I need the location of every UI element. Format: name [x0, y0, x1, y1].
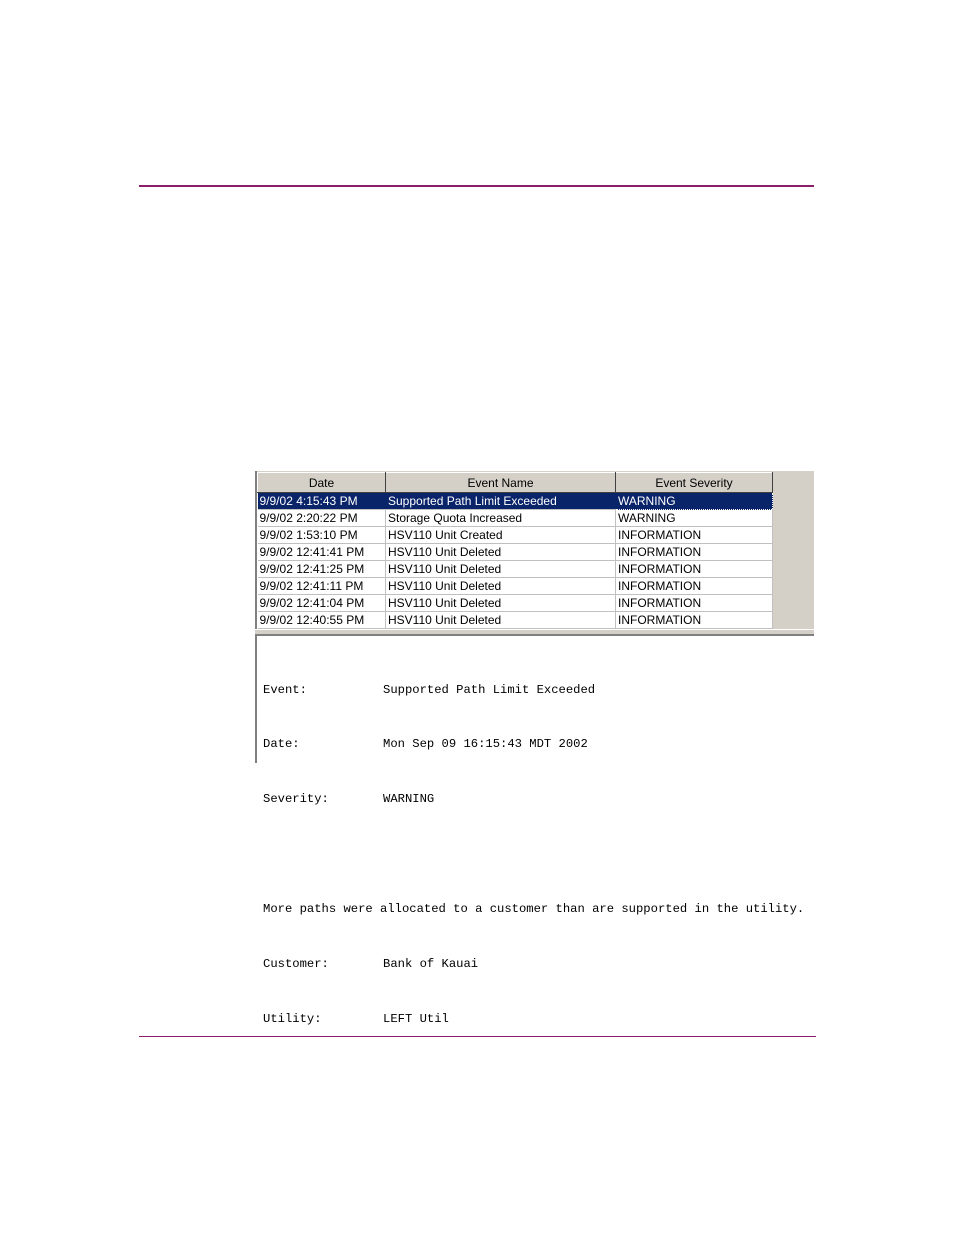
row-severity: INFORMATION [616, 544, 773, 561]
row-event-name: Supported Path Limit Exceeded [386, 493, 616, 510]
detail-date-label: Date: [263, 737, 300, 752]
event-detail-pane [255, 634, 814, 1026]
table-row[interactable] [258, 544, 773, 561]
row-date: 9/9/02 12:41:41 PM [258, 544, 386, 561]
detail-utility-row [263, 1010, 804, 1028]
row-severity: INFORMATION [616, 527, 773, 544]
event-list-pane [255, 471, 814, 629]
footer-rule [139, 1036, 816, 1037]
event-detail-text [263, 644, 804, 1065]
row-event-name: HSV110 Unit Deleted [386, 561, 616, 578]
row-severity: INFORMATION [616, 595, 773, 612]
table-row[interactable] [258, 578, 773, 595]
detail-utility-label: Utility: [263, 1011, 322, 1026]
detail-severity-label: Severity: [263, 792, 329, 807]
row-date: 9/9/02 12:40:55 PM [258, 612, 386, 629]
detail-message: More paths were allocated to a customer than are supported in the utility. [263, 902, 805, 917]
row-event-name: HSV110 Unit Deleted [386, 578, 616, 595]
row-event-name: HSV110 Unit Deleted [386, 612, 616, 629]
detail-event-label: Event: [263, 682, 307, 697]
row-severity: INFORMATION [616, 561, 773, 578]
row-severity: WARNING [616, 493, 773, 510]
detail-event-row [263, 681, 804, 699]
detail-severity-value: WARNING [383, 792, 435, 807]
table-row[interactable] [258, 527, 773, 544]
detail-blank-row [263, 845, 804, 863]
column-header-event-name[interactable]: Event Name [386, 473, 616, 493]
row-date: 9/9/02 1:53:10 PM [258, 527, 386, 544]
header-rule [139, 185, 814, 187]
row-date: 9/9/02 12:41:04 PM [258, 595, 386, 612]
table-header-row [258, 473, 773, 493]
event-viewer-screenshot [255, 471, 814, 1026]
detail-customer-label: Customer: [263, 957, 329, 972]
row-event-name: HSV110 Unit Deleted [386, 595, 616, 612]
table-row[interactable] [258, 612, 773, 629]
row-date: 9/9/02 4:15:43 PM [258, 493, 386, 510]
table-row[interactable] [258, 561, 773, 578]
table-row[interactable] [258, 510, 773, 527]
row-event-name: HSV110 Unit Created [386, 527, 616, 544]
row-date: 9/9/02 12:41:25 PM [258, 561, 386, 578]
column-header-date[interactable]: Date [258, 473, 386, 493]
detail-date-row [263, 735, 804, 753]
row-severity: WARNING [616, 510, 773, 527]
detail-date-value: Mon Sep 09 16:15:43 MDT 2002 [383, 737, 588, 752]
event-table [257, 472, 773, 629]
detail-utility-value: LEFT Util [383, 1011, 449, 1026]
detail-customer-value: Bank of Kauai [383, 957, 479, 972]
row-date: 9/9/02 2:20:22 PM [258, 510, 386, 527]
row-event-name: Storage Quota Increased [386, 510, 616, 527]
table-row-selected[interactable] [258, 493, 773, 510]
column-header-event-severity[interactable]: Event Severity [616, 473, 773, 493]
table-row[interactable] [258, 595, 773, 612]
row-severity: INFORMATION [616, 612, 773, 629]
detail-event-value: Supported Path Limit Exceeded [383, 682, 596, 697]
row-severity: INFORMATION [616, 578, 773, 595]
row-event-name: HSV110 Unit Deleted [386, 544, 616, 561]
row-date: 9/9/02 12:41:11 PM [258, 578, 386, 595]
detail-severity-row [263, 790, 804, 808]
detail-customer-row [263, 955, 804, 973]
